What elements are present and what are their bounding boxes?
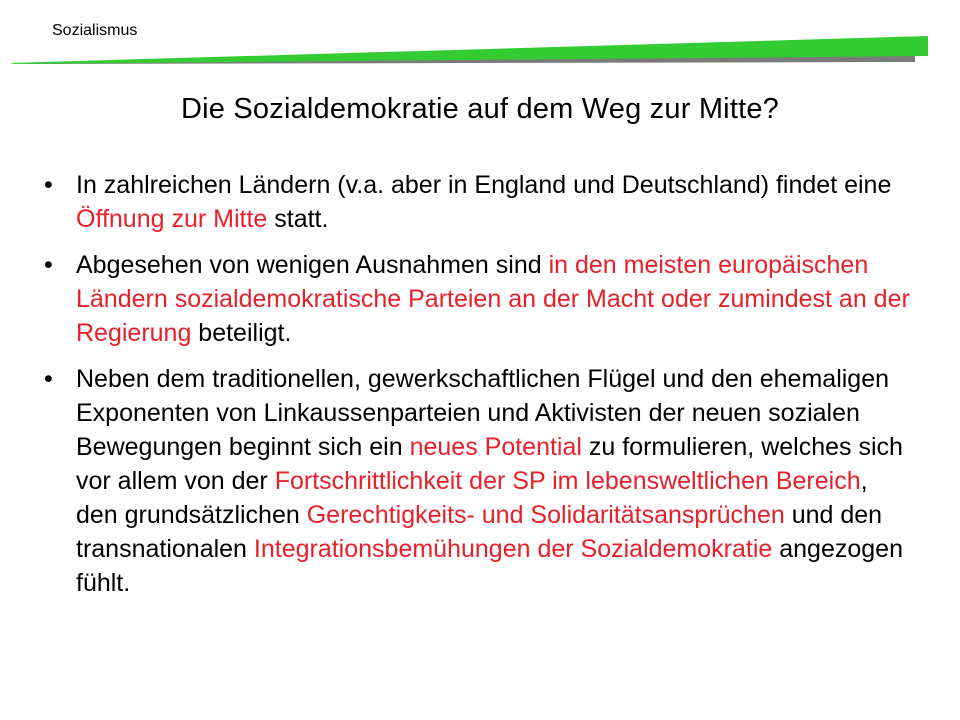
bullet-text: , den grundsätzlichen	[76, 467, 868, 529]
slide-title: Die Sozialdemokratie auf dem Weg zur Mitte?	[181, 93, 779, 125]
bullet-list	[0, 168, 960, 612]
bullet-dot: •	[44, 365, 53, 393]
highlighted-text: in den meisten europäischen Ländern sozialdemokratische Parteien an der Macht oder zumindest an der Regierung	[76, 251, 910, 347]
bullet-text: In zahlreichen Ländern (v.a. aber in England und Deutschland) findet eine	[76, 171, 892, 199]
highlighted-text: Gerechtigkeits- und Solidaritätsansprüchen	[306, 501, 785, 529]
highlighted-text: Fortschrittlichkeit der SP im lebensweltlichen Bereich	[274, 467, 861, 495]
highlighted-text: Integrationsbemühungen der Sozialdemokratie	[253, 535, 773, 563]
bullet-text: zu formulieren, welches sich vor allem von der	[76, 433, 903, 495]
bullet-dot: •	[44, 171, 53, 199]
bullet-item	[0, 362, 960, 600]
bullet-item	[0, 248, 960, 350]
bullet-text: beteiligt.	[191, 319, 292, 347]
bullet-text: statt.	[267, 205, 329, 233]
header-label: Sozialismus	[52, 22, 138, 39]
bullet-dot: •	[44, 251, 53, 279]
highlighted-text: Öffnung zur Mitte	[76, 205, 268, 233]
bullet-item	[0, 168, 960, 236]
bullet-text: Neben dem traditionellen, gewerkschaftlichen Flügel und den ehemaligen Exponenten von Linkaussenparteien und Aktivisten der neuen sozialen Bewegungen beginnt sich ein	[76, 365, 890, 461]
bullet-text: Abgesehen von wenigen Ausnahmen sind	[76, 251, 549, 279]
highlighted-text: neues Potential	[409, 433, 582, 461]
header-swoosh-decoration	[0, 30, 960, 75]
bullet-text: und den transnationalen	[76, 501, 883, 563]
bullet-text: angezogen fühlt.	[76, 535, 903, 597]
